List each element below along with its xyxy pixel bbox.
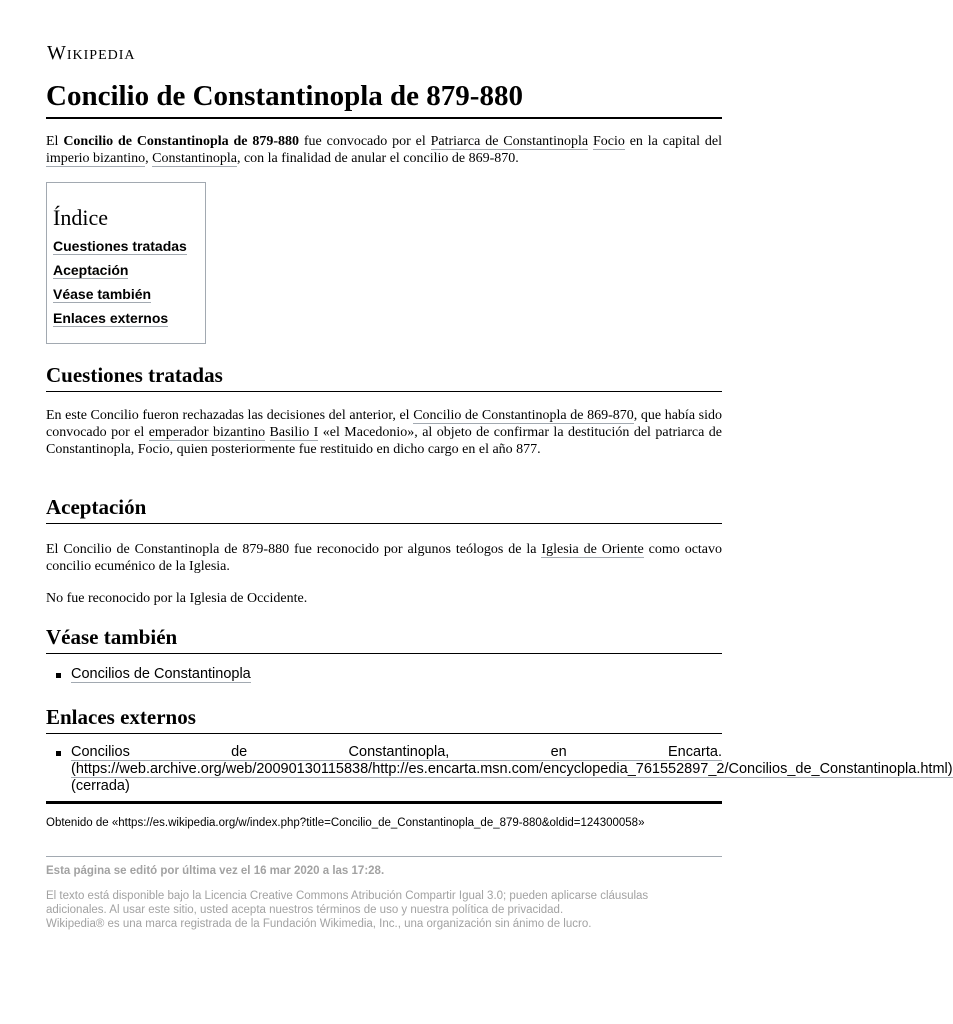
intro-text: , con la finalidad de anular el concilio de 869-870. <box>236 151 519 166</box>
heading-cuestiones: Cuestiones tratadas <box>46 362 722 392</box>
section-aceptacion-body <box>46 541 722 607</box>
aceptacion-paragraph-1 <box>46 541 722 575</box>
section-cuestiones-body <box>46 407 722 458</box>
link-concilio-869-870[interactable]: Concilio de Constantinopla de 869-870 <box>413 408 634 423</box>
heading-enlaces: Enlaces externos <box>46 704 722 734</box>
link-basilio-i[interactable]: Basilio I <box>269 425 319 440</box>
aceptacion-paragraph-2: No fue reconocido por la Iglesia de Occidente. <box>46 591 308 606</box>
intro-section <box>46 133 722 167</box>
link-emperador-bizantino[interactable]: emperador bizantino <box>148 425 266 440</box>
intro-bold-title: Concilio de Constantinopla de 879-880 <box>63 134 300 149</box>
footer-license <box>46 889 722 931</box>
toc-title: Índice <box>53 205 108 230</box>
wikipedia-wordmark[interactable]: Wikipedia <box>47 42 136 64</box>
obtained-from <box>46 816 722 830</box>
link-concilios-constantinopla[interactable]: Concilios de Constantinopla <box>71 666 251 682</box>
body-text: «el Macedonio», al objeto de confirmar la destitución del patriarca de Constantinopla, Focio, quien posteriormente fue restituido en dicho cargo en el año 877. <box>46 425 722 457</box>
link-encarta-label: Concilios de Constantinopla, en Encarta. <box>71 744 722 760</box>
body-text: como octavo concilio ecuménico de la Iglesia. <box>46 542 723 574</box>
body-text: En este Concilio fueron rechazadas las decisiones del anterior, el <box>46 408 414 423</box>
toc-item-label: Cuestiones tratadas <box>53 238 187 254</box>
footer-last-edit <box>46 864 722 878</box>
link-constantinopla[interactable]: Constantinopla <box>152 151 237 166</box>
license-line: adicionales. Al usar este sitio, usted acepta nuestros términos de uso y nuestra política de privacidad. <box>46 904 564 916</box>
toc-item-label: Véase también <box>53 286 152 302</box>
license-line: Wikipedia® es una marca registrada de la Fundación Wikimedia, Inc., una organización sin ánimo de lucro. <box>46 918 592 930</box>
toc-item-label: Aceptación <box>53 262 129 278</box>
toc-item-vease[interactable] <box>53 285 205 303</box>
toc-item-cuestiones[interactable] <box>53 237 205 255</box>
intro-text: fue convocado por el <box>299 134 431 149</box>
intro-text: en la capital del <box>624 134 723 149</box>
toc-item-label: Enlaces externos <box>53 310 169 326</box>
obtained-prefix: Obtenido de « <box>46 817 119 829</box>
link-patriarca[interactable]: Patriarca de Constantinopla <box>430 134 589 149</box>
table-of-contents <box>46 182 206 344</box>
last-edit-text: Esta página se editó por última vez el 16 mar 2020 a las 17:28. <box>46 865 385 877</box>
body-text: El Concilio de Constantinopla de 879-880 fue reconocido por algunos teólogos de la <box>46 542 542 557</box>
heading-aceptacion: Aceptación <box>46 494 722 524</box>
section-vease-body <box>46 666 722 683</box>
body-text: , que había sido convocado por el <box>46 408 722 440</box>
intro-text: , <box>145 151 153 166</box>
link-status-note: (cerrada) <box>71 778 130 794</box>
obtained-url[interactable]: https://es.wikipedia.org/w/index.php?title=Concilio_de_Constantinopla_de_879-880&oldid=124300058 <box>118 817 639 829</box>
enlaces-list <box>46 744 953 795</box>
intro-text: El <box>46 134 64 149</box>
toc-item-aceptacion[interactable] <box>53 261 205 279</box>
heading-vease: Véase también <box>46 624 722 654</box>
obtained-suffix: » <box>638 817 645 829</box>
cuestiones-paragraph <box>46 407 722 458</box>
body-text <box>265 425 269 440</box>
content-divider <box>46 801 722 804</box>
vease-list <box>46 666 722 683</box>
link-imperio-bizantino[interactable]: imperio bizantino <box>46 151 146 166</box>
license-line: El texto está disponible bajo la Licencia Creative Commons Atribución Compartir Igual 3.0; pueden aplicarse cláusulas <box>46 890 649 902</box>
section-enlaces-body <box>46 744 953 795</box>
link-encarta[interactable] <box>71 744 953 778</box>
link-encarta-url: (https://web.archive.org/web/20090130115838/http://es.encarta.msn.com/encyclopedia_761552897_2/Concilios_de_Constantinopla.html) <box>71 761 953 777</box>
link-focio[interactable]: Focio <box>592 134 625 149</box>
link-iglesia-oriente[interactable]: Iglesia de Oriente <box>541 542 644 557</box>
toc-item-enlaces[interactable] <box>53 309 205 327</box>
list-item <box>46 744 953 795</box>
list-item <box>46 666 722 683</box>
footer-divider <box>46 856 722 857</box>
page-title: Concilio de Constantinopla de 879-880 <box>46 78 722 119</box>
intro-paragraph <box>46 133 722 167</box>
